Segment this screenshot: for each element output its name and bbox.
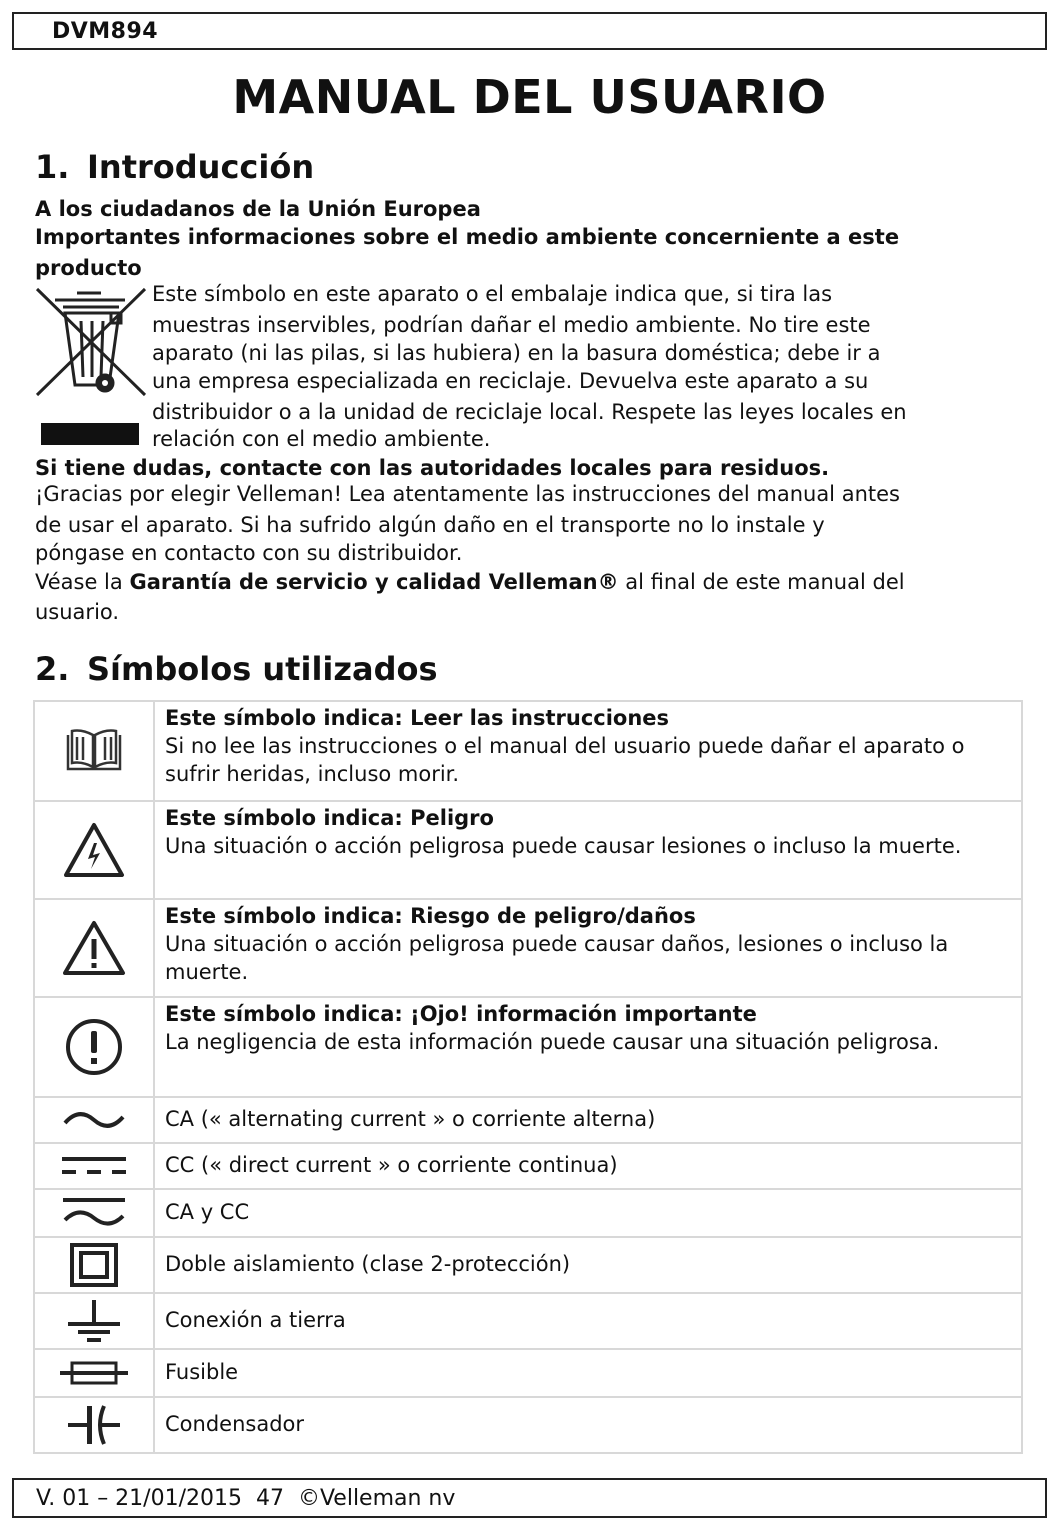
book-icon bbox=[64, 727, 124, 775]
symbol-description: Una situación o acción peligrosa puede causar lesiones o incluso la muerte. bbox=[165, 834, 962, 858]
weee-text-line: aparato (ni las pilas, si las hubiera) en la basura doméstica; debe ir a bbox=[152, 341, 881, 365]
table-row bbox=[34, 701, 1022, 801]
weee-text-line: distribuidor o a la unidad de reciclaje local. Respete las leyes locales en bbox=[152, 400, 907, 424]
fuse-icon bbox=[58, 1358, 130, 1388]
warranty-suffix: al final de este manual del bbox=[618, 570, 905, 594]
eu-heading: A los ciudadanos de la Unión Europea bbox=[35, 197, 481, 221]
table-row bbox=[34, 1097, 1022, 1143]
section-2-heading bbox=[35, 650, 438, 688]
thanks-text-line: póngase en contacto con su distribuidor. bbox=[35, 541, 463, 565]
symbol-title: Este símbolo indica: Peligro bbox=[165, 806, 494, 830]
symbol-description: Doble aislamiento (clase 2-protección) bbox=[165, 1252, 571, 1276]
warranty-line bbox=[35, 570, 905, 594]
symbol-description: CA y CC bbox=[165, 1200, 250, 1224]
symbol-description: Condensador bbox=[165, 1412, 305, 1436]
weee-text-line: muestras inservibles, podrían dañar el medio ambiente. No tire este bbox=[152, 313, 871, 337]
footer-version: V. 01 – 21/01/2015 47 ©Velleman nv bbox=[36, 1486, 456, 1511]
ground-icon bbox=[66, 1298, 122, 1344]
table-row bbox=[34, 1143, 1022, 1189]
exclamation-circle-icon bbox=[64, 1017, 124, 1077]
footer-box bbox=[12, 1478, 1047, 1518]
weee-bin-icon bbox=[33, 285, 149, 449]
capacitor-icon bbox=[66, 1402, 122, 1448]
section-1-title: Introducción bbox=[87, 148, 315, 186]
thanks-text-line: ¡Gracias por elegir Velleman! Lea atentamente las instrucciones del manual antes bbox=[35, 482, 900, 506]
weee-text-line: Este símbolo en este aparato o el embalaje indica que, si tira las bbox=[152, 282, 833, 306]
high-voltage-icon bbox=[62, 821, 126, 879]
warranty-line-2: usuario. bbox=[35, 600, 120, 624]
dc-icon bbox=[60, 1153, 128, 1179]
symbol-title: Este símbolo indica: ¡Ojo! información importante bbox=[165, 1002, 757, 1026]
double-insulation-icon bbox=[69, 1242, 119, 1288]
table-row bbox=[34, 1397, 1022, 1453]
thanks-text-line: de usar el aparato. Si ha sufrido algún daño en el transporte no lo instale y bbox=[35, 513, 825, 537]
table-row bbox=[34, 1349, 1022, 1397]
symbols-table bbox=[33, 700, 1023, 1454]
symbol-description: CC (« direct current » o corriente continua) bbox=[165, 1153, 618, 1177]
header-box bbox=[12, 12, 1047, 50]
ac-icon bbox=[61, 1105, 127, 1135]
table-row bbox=[34, 1293, 1022, 1349]
page-title: MANUAL DEL USUARIO bbox=[232, 70, 827, 124]
symbol-description: CA (« alternating current » o corriente alterna) bbox=[165, 1107, 656, 1131]
table-row bbox=[34, 997, 1022, 1097]
section-1-number: 1. bbox=[35, 148, 70, 186]
model-name: DVM894 bbox=[52, 19, 159, 44]
symbol-description: Si no lee las instrucciones o el manual del usuario puede dañar el aparato o sufrir heridas, incluso morir. bbox=[165, 734, 965, 786]
ac-dc-icon bbox=[61, 1196, 127, 1230]
symbol-description: La negligencia de esta información puede causar una situación peligrosa. bbox=[165, 1030, 940, 1054]
env-heading-line2: producto bbox=[35, 256, 142, 280]
table-row bbox=[34, 801, 1022, 899]
warranty-prefix: Véase la bbox=[35, 570, 130, 594]
table-row bbox=[34, 1189, 1022, 1237]
symbol-title: Este símbolo indica: Leer las instrucciones bbox=[165, 706, 670, 730]
section-2-title: Símbolos utilizados bbox=[87, 650, 438, 688]
symbol-description: Fusible bbox=[165, 1360, 239, 1384]
symbol-description: Una situación o acción peligrosa puede causar daños, lesiones o incluso la muerte. bbox=[165, 932, 949, 984]
symbol-description: Conexión a tierra bbox=[165, 1308, 346, 1332]
table-row bbox=[34, 899, 1022, 997]
warranty-link-text: Garantía de servicio y calidad Velleman® bbox=[129, 570, 619, 594]
weee-text-line: una empresa especializada en reciclaje. Devuelva este aparato a su bbox=[152, 369, 869, 393]
section-1-heading bbox=[35, 148, 314, 186]
env-heading-line1: Importantes informaciones sobre el medio ambiente concerniente a este bbox=[35, 225, 900, 249]
doubts-text: Si tiene dudas, contacte con las autoridades locales para residuos. bbox=[35, 456, 830, 480]
warning-triangle-icon bbox=[61, 919, 127, 977]
table-row bbox=[34, 1237, 1022, 1293]
weee-text-line: relación con el medio ambiente. bbox=[152, 427, 491, 451]
symbol-title: Este símbolo indica: Riesgo de peligro/daños bbox=[165, 904, 696, 928]
section-2-number: 2. bbox=[35, 650, 70, 688]
